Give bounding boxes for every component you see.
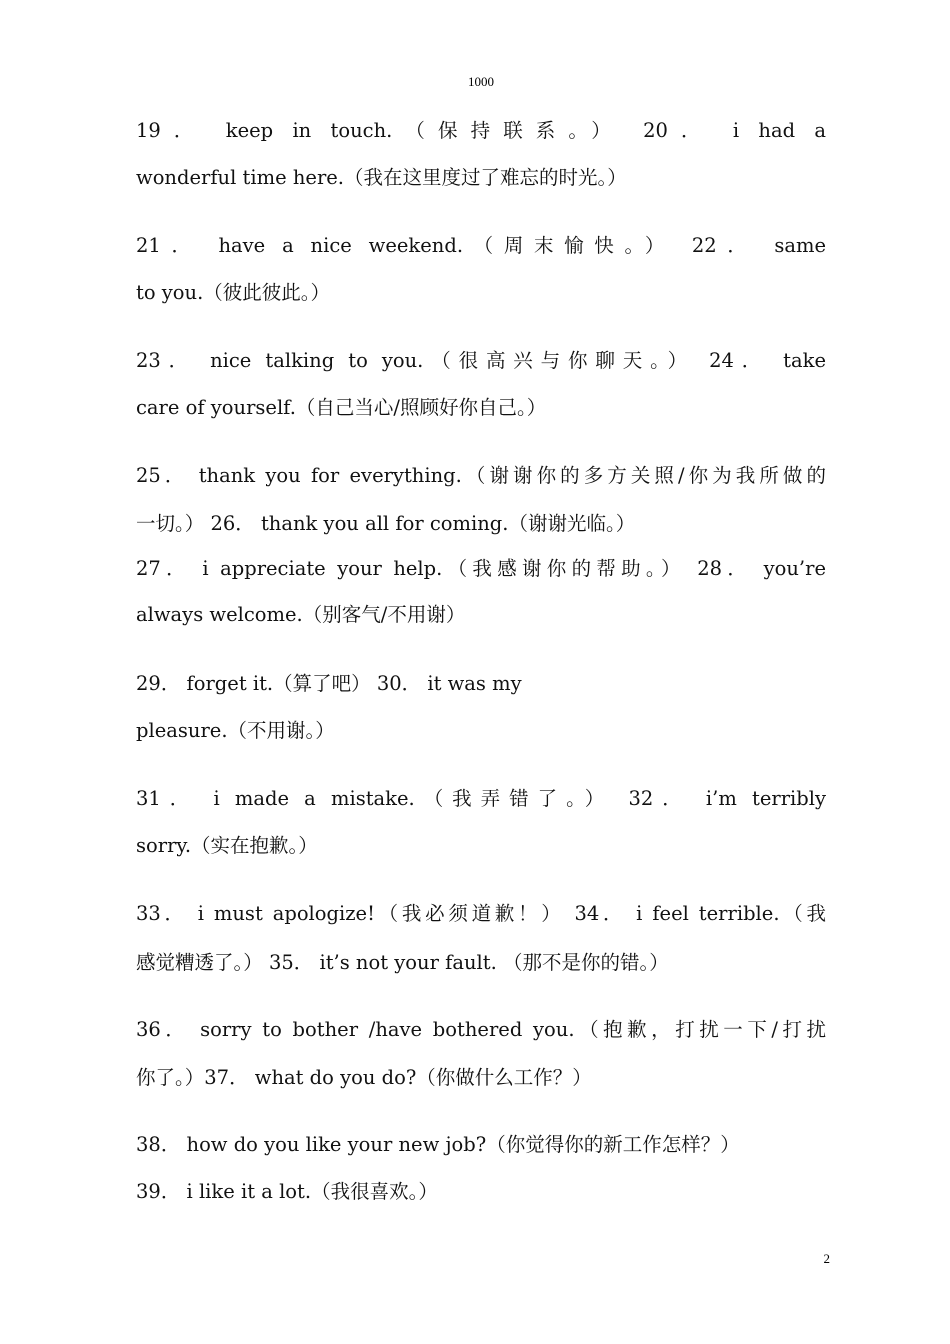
phrase-line-11: 29． forget it.（算了吧） 30． it was my xyxy=(136,672,522,695)
phrase-line-17: 36． sorry to bother /have bothered you.（抱歉，打扰一下/打扰 xyxy=(136,1018,826,1041)
phrase-line-16: 感觉糟透了。） 35． it’s not your fault. （那不是你的错。） xyxy=(136,951,669,974)
phrase-line-10: always welcome.（别客气/不用谢） xyxy=(136,603,466,626)
phrase-line-6: care of yourself.（自己当心/照顾好你自己。） xyxy=(136,396,547,419)
phrase-line-3: 21． have a nice weekend.（周末愉快。） 22． same xyxy=(136,234,826,257)
phrase-line-14: sorry.（实在抱歉。） xyxy=(136,834,318,857)
phrase-line-13: 31． i made a mistake.（我弄错了。） 32． i’m terribly xyxy=(136,787,826,810)
phrase-line-8: 一切。） 26． thank you all for coming.（谢谢光临。） xyxy=(136,512,636,535)
phrase-line-4: to you.（彼此彼此。） xyxy=(136,281,331,304)
phrase-line-15: 33． i must apologize!（我必须道歉！） 34． i feel terrible.（我 xyxy=(136,902,826,925)
phrase-line-5: 23． nice talking to you.（很高兴与你聊天。） 24． take xyxy=(136,349,826,372)
phrase-line-1: 19． keep in touch.（保持联系。） 20． i had a xyxy=(136,119,826,142)
page-number: 2 xyxy=(823,1251,830,1266)
phrase-line-12: pleasure.（不用谢。） xyxy=(136,719,335,742)
phrase-line-2: wonderful time here.（我在这里度过了难忘的时光。） xyxy=(136,166,627,189)
phrase-line-19: 38． how do you like your new job?（你觉得你的新工作怎样？） xyxy=(136,1133,740,1156)
phrase-line-18: 你了。）37． what do you do?（你做什么工作？） xyxy=(136,1066,592,1089)
phrase-line-7: 25． thank you for everything.（谢谢你的多方关照/你为我所做的 xyxy=(136,464,826,487)
phrase-line-9: 27． i appreciate your help.（我感谢你的帮助。） 28． you’re xyxy=(136,557,826,580)
page-header-code: 1000 xyxy=(468,74,494,89)
phrase-line-20: 39． i like it a lot.（我很喜欢。） xyxy=(136,1180,438,1203)
